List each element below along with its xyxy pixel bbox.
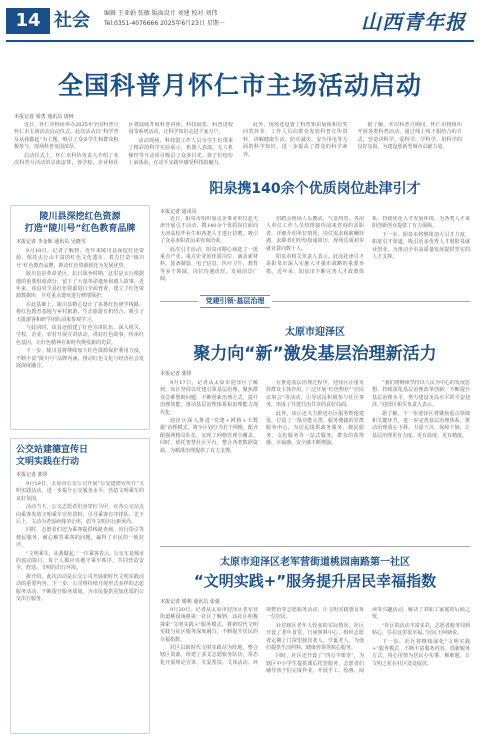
box1-paragraph: 在此基础上，陵川县精心设计了多条红色研学线路，将红色教育基地与乡村旅游、生态旅游有机结合，吸引了大批游客和研学团队前来参观学习。 bbox=[16, 301, 144, 323]
story1-byline: 本报记者 梁勇 通讯员 唐柯 bbox=[14, 114, 74, 120]
story1-paragraph: 此外，现场还设置了科普知识展板和有奖问答环节，工作人员向群众发放科普宣传资料，讲解健康生活、防灾减灾、安全用电等方面的科学知识，进一步提高了群众的科学素养。 bbox=[243, 122, 348, 158]
story4-title: “文明实践+”服务提升居民幸福指数 bbox=[193, 572, 437, 590]
box1-paragraph: 与此同时，该县还组建了红色宣讲队伍，深入机关、学校、企业、农村开展宣讲活动，讲好红色故事，传承红色基因，让红色精神在新时代焕发新的光彩。 bbox=[16, 325, 144, 346]
main-headline: 全国科普月怀仁市主场活动启动 bbox=[57, 71, 422, 100]
story4-paragraph: 针对辖区老年人较多的实际情况，社区开设了老年食堂、日间照料中心，组织志愿者定期上门探望独居老人、空巢老人，为他们提供生活照料、健康咨询等贴心服务。 bbox=[266, 622, 364, 652]
story3-paragraph: 迎泽区深入推进“党建+网格+大数据”治理模式，将全区划分为若干网格，配齐配强网格员队伍，实现了网格管理全覆盖。同时，依托智慧社区平台，整合各类数据资源，为精准治理提供了有力支撑。 bbox=[160, 418, 258, 454]
box2-body bbox=[16, 481, 144, 726]
story4-byline: 本报记者 梁利 通讯员 张强 bbox=[160, 599, 220, 605]
story2-title: 阳泉携140余个优质岗位赴津引才 bbox=[209, 181, 421, 197]
story4-paragraph: 下一步，社区将继续深化“文明实践+”服务模式，不断丰富服务内容，创新服务方式，用心用情为居民办实事、解难题，让文明之花在社区处处绽放。 bbox=[372, 638, 470, 667]
page-number: 14 bbox=[6, 8, 50, 34]
story3-byline: 本报记者 郭彤 bbox=[160, 371, 192, 377]
editor-credits: 编辑 王亚娟 张敏 版面设计 刘建 校对 刘伟 bbox=[104, 10, 218, 17]
story2-paragraph: 此次引才活动，阳泉市精心筛选了一批重点产业、重点企业的优质岗位，涵盖新材料、装备制造、电子信息、医疗卫生、教育等多个领域，岗位待遇优厚，发展前景广阔。 bbox=[160, 246, 258, 283]
story4-paragraph: 9月20日，记者从太原市迎泽区老军营街道桃园南路第一社区了解到，该社区积极探索“文明实践+”服务模式，将新时代文明实践与社区服务深度融合，不断提升居民的幸福指数。 bbox=[160, 607, 258, 643]
box2-byline: 本报记者 郭彤 bbox=[16, 472, 48, 478]
header-rule bbox=[6, 40, 474, 42]
story3-paragraph: 9月17日，记者从太原市迎泽区了解到，该区坚持以党建引领基层治理，聚焦群众急难愁盼问题，不断创新治理方式，提升治理效能，推动基层治理体系和治理能力现代化。 bbox=[160, 380, 258, 416]
story4-paragraph: 社区以新时代文明实践站为阵地，整合辖区资源，组建了多支志愿服务队伍，常态化开展理论宣讲、关爱帮扶、文体活动、环境整治等志愿服务活动，让文明实践惠及每一位居民。 bbox=[160, 607, 364, 666]
box1-paragraph: 下一步，陵川县将继续加大红色资源保护利用力度，不断丰富“陵川号”品牌内涵，推动红色文化与经济社会发展深度融合。 bbox=[16, 348, 144, 370]
story2-byline: 本报记者 通讯员 bbox=[160, 209, 197, 215]
box1-article bbox=[10, 205, 150, 430]
story4-paragraph: “社区的活动丰富多彩，志愿者服务周到贴心，住在这里很幸福。”居民王阿姨说。 bbox=[372, 622, 470, 637]
story2-paragraph: 阳泉市相关负责人表示，此次赴津引才是阳泉市深入实施人才强市战略的重要举措。近年来，阳泉市不断完善人才政策体系，持续优化人才发展环境，为各类人才来阳创新创业提供了有力保障。 bbox=[266, 216, 470, 275]
story3-kicker: 太原市迎泽区 bbox=[285, 327, 345, 338]
box1-title: 陵川县深挖红色资源 打造“陵川号”红色教育品牌 bbox=[24, 212, 136, 234]
box1-body bbox=[16, 248, 144, 418]
story3-body bbox=[160, 380, 470, 542]
story3-title: 聚力向“新”激发基层治理新活力 bbox=[193, 344, 437, 364]
box2-paragraph: 活动当天，公交志愿者们身穿红马甲，在各公交站点向乘客发放文明乘车宣传资料，引导乘客有序排队、先下后上，主动为老弱病残孕让座，倡导文明出行新风尚。 bbox=[16, 504, 144, 526]
story3-paragraph: “我们将继续坚持以人民为中心的发展思想，持续深化基层治理改革创新，不断提升基层治理水平，努力建设更高水平的平安迎泽。”迎泽区相关负责人表示。 bbox=[372, 380, 470, 409]
section-banner: 党建引领·基层治理 bbox=[200, 295, 270, 308]
box2-paragraph: 据介绍，此次活动是公交公司开展新时代文明实践活动的重要内容。下一步，公司将持续开展形式多样的志愿服务活动，不断提升服务质量，为市民提供更加优质的公交出行服务。 bbox=[16, 573, 144, 603]
story4-kicker: 太原市迎泽区老军营街道桃园南路第一社区 bbox=[220, 557, 410, 568]
box1-byline: 本报记者 李金晖 通讯员 吴晓雪 bbox=[16, 239, 86, 245]
story2-paragraph: 近日，阳泉市组织重点企事业单位赴天津开展引才活动，携140余个优质岗位面向天津高校毕业生和各类人才进行招聘，吸引了众多求职者前来咨询洽谈。 bbox=[160, 216, 258, 245]
box1-paragraph: 9月18日，记者了解到，近年来陵川县深挖红色资源，依托太行山丰富的红色文化遗存，着力打造“陵川号”红色教育品牌，推动红色资源转化为发展优势。 bbox=[16, 248, 144, 269]
story4-paragraph: 同时，社区还开设了“四点半课堂”，为辖区中小学生提供课后托管服务，志愿者们辅导孩子们完成作业，开展手工、绘画、阅读等兴趣活动，解决了双职工家庭的后顾之忧。 bbox=[266, 607, 470, 675]
contact-date-line: Tel:0351-4076666 2025年6月23日 星期一 bbox=[104, 20, 225, 27]
section-name: 社会 bbox=[54, 10, 90, 31]
story3-paragraph: 在推进基层治理过程中，迎泽区注重发挥群众主体作用，广泛开展“红色物业”“居民议事会”等活动，引导居民积极参与社区事务，形成了共建共治共享的良好局面。 bbox=[266, 380, 364, 409]
box2-paragraph: “文明乘车，从我做起。”一位乘客表示，公交车是城市的流动窗口，每个人都应该遵守乘车秩序，共同营造安全、舒适、文明的出行环境。 bbox=[16, 550, 144, 572]
box2-paragraph: 同时，志愿者们还为乘客提供线路查询、出行指引等便民服务，耐心解答乘客的问题，赢得了市民的一致好评。 bbox=[16, 527, 144, 549]
story4-body bbox=[160, 607, 470, 735]
story1-paragraph: 近日，怀仁市科协举办2025年全国科普月怀仁市主场活动启动仪式。此次活动以“科学普及从我做起”为主题，吸引了众多学生和群众积极参与，现场科普氛围浓厚。 bbox=[14, 122, 119, 151]
page-header bbox=[0, 0, 480, 44]
story2-paragraph: 下一步，阳泉市将继续加大引才力度，拓宽引才渠道，吸引更多优秀人才到阳泉就业创业，为推动全市高质量发展提供坚实的人才支撑。 bbox=[372, 231, 470, 261]
box1-paragraph: 陵川县是革命老区，抗日战争时期，这里是太行根据地的重要组成部分，留下了大量革命遗址和感人故事。近年来，该县对全县红色资源进行全面普查，建立了红色资源数据库，并对重点遗址进行修缮保护。 bbox=[16, 271, 144, 300]
story-divider bbox=[160, 546, 470, 547]
box2-paragraph: 9月19日，太原市公交公司开展“公交建德宣传日”文明实践活动，进一步提升公交服务水平，营造文明乘车的良好氛围。 bbox=[16, 481, 144, 502]
story3-paragraph: 据了解，下一步迎泽区将聚焦重点领域和关键环节，进一步完善基层治理体系，推动治理重心下移、力量下沉、保障下倾，让基层治理更有力度、更有温度、更有精度。 bbox=[372, 410, 470, 439]
banner-rule-right bbox=[272, 301, 470, 302]
story3-paragraph: 此外，该区还大力推进社区服务阵地建设，打造了一批功能完善、服务便捷的党群服务中心，为居民提供政务服务、便民服务、文化服务等一站式服务，群众的获得感、幸福感、安全感不断增强。 bbox=[266, 410, 364, 447]
box2-title: 公交站建德宣传日 文明实践在行动 bbox=[16, 445, 89, 467]
banner-rule-left bbox=[160, 301, 198, 302]
box2-article bbox=[10, 438, 150, 734]
story1-paragraph: 启动仪式上，怀仁市科协负责人介绍了本次科普月活动的总体安排，各学校、企业和社区将陆续开展科普讲座、科技展览、科普进校园等系列活动，让科学知识走进千家万户。 bbox=[14, 122, 233, 167]
newspaper-logo: 山西青年报 bbox=[361, 10, 466, 34]
story1-paragraph: 据了解，本次科普月期间，怀仁市将组织开展各类科普活动，通过线上线下相结合的方式，营造讲科学、爱科学、学科学、用科学的良好氛围，为建设创新型城市贡献力量。 bbox=[357, 122, 462, 151]
story2-body bbox=[160, 216, 470, 290]
story1-paragraph: 活动现场，科技馆工作人员为学生们带来了精彩的科学实验展示，机器人表演、无人机操控等互动项目吸引了众多目光。孩子们纷纷上前体验，在动手实践中感受科技的魅力。 bbox=[128, 137, 233, 167]
story2-paragraph: 招聘会现场人头攒动，气氛热烈。各用人单位工作人员热情接待前来咨询的求职者，详细介绍单位情况、岗位需求和薪酬待遇，求职者们纷纷投递简历，现场达成初步就业意向数十人。 bbox=[266, 216, 364, 252]
